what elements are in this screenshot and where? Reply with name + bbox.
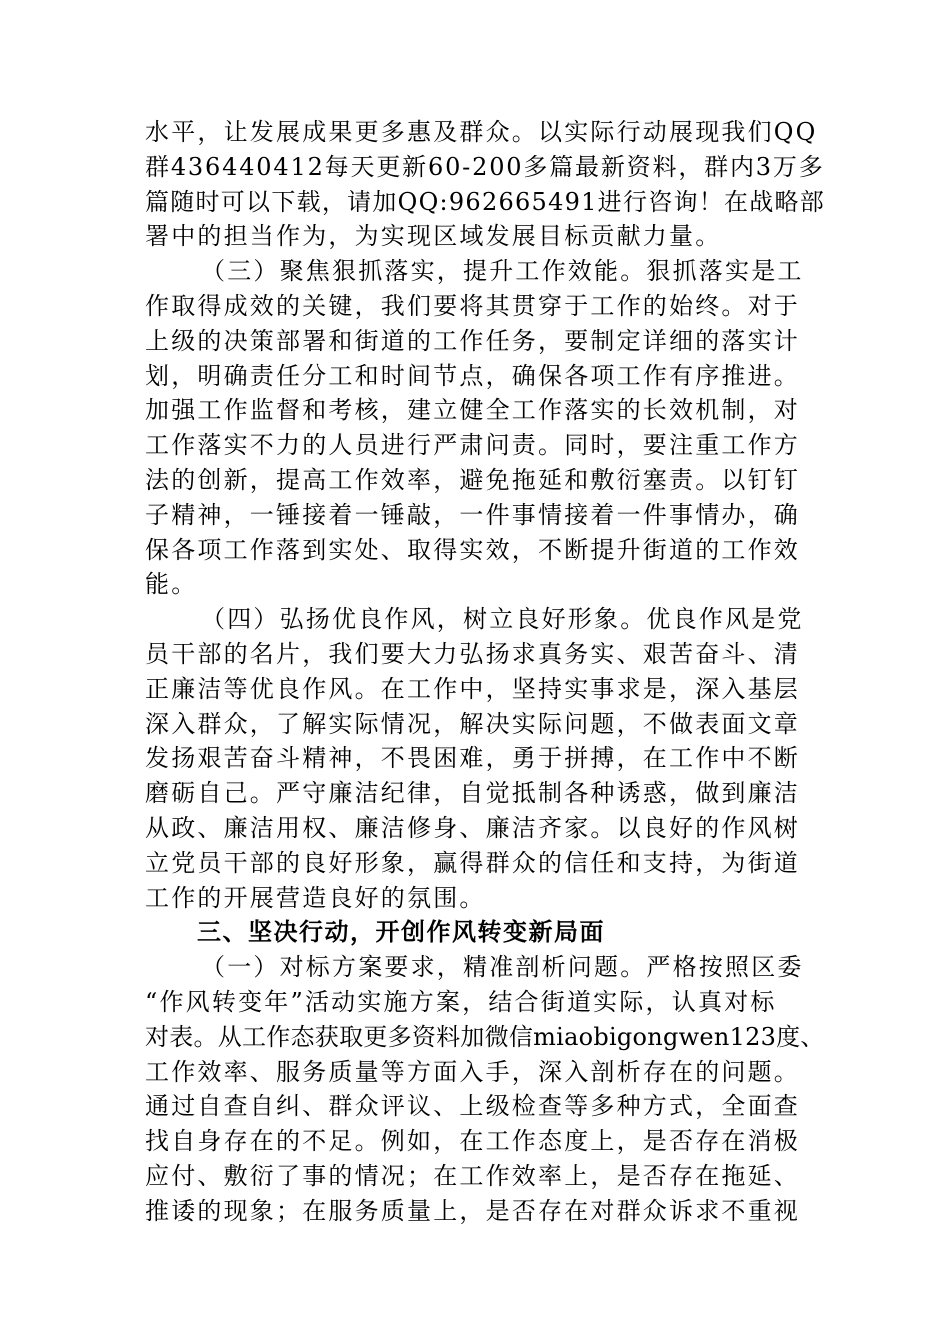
text-line: 找自身存在的不足。例如，在工作态度上，是否存在消极 — [145, 1127, 800, 1156]
text-line: 工作的开展营造良好的氛围。 — [145, 883, 486, 912]
text-line: 工作效率、服务质量等方面入手，深入剖析存在的问题。 — [145, 1057, 800, 1086]
text-line: 通过自查自纠、群众评议、上级检查等多种方式，全面查 — [145, 1092, 800, 1121]
text-line: 子精神，一锤接着一锤敲，一件事情接着一件事情办，确 — [145, 500, 800, 529]
text-line: 深入群众，了解实际情况，解决实际问题，不做表面文章 — [145, 709, 800, 738]
text-line: 保各项工作落到实处、取得实效，不断提升街道的工作效 — [145, 535, 800, 564]
text-line: 员干部的名片，我们要大力弘扬求真务实、艰苦奋斗、清 — [145, 639, 800, 668]
section-heading: 三、坚决行动，开创作风转变新局面 — [197, 918, 605, 947]
text-line: 对表。从工作态获取更多资料加微信miaobigongwen123度、 — [145, 1022, 825, 1051]
text-line: 作取得成效的关键，我们要将其贯穿于工作的始终。对于 — [145, 291, 800, 320]
text-line: 上级的决策部署和街道的工作任务，要制定详细的落实计 — [145, 326, 800, 355]
text-line: 篇随时可以下载，请加QQ:962665491进行咨询！在战略部 — [145, 187, 826, 216]
text-line: 署中的担当作为，为实现区域发展目标贡献力量。 — [145, 222, 722, 251]
text-line: 磨砺自己。严守廉洁纪律，自觉抵制各种诱惑，做到廉洁 — [145, 779, 800, 808]
text-line: 应付、敷衍了事的情况；在工作效率上，是否存在拖延、 — [145, 1161, 800, 1190]
text-line: 推诿的现象；在服务质量上，是否存在对群众诉求不重视 — [145, 1196, 800, 1225]
text-line: 工作落实不力的人员进行严肃问责。同时，要注重工作方 — [145, 431, 800, 460]
text-line: 群436440412每天更新60-200多篇最新资料，群内3万多 — [145, 152, 825, 181]
text-line: 水平，让发展成果更多惠及群众。以实际行动展现我们QQ — [145, 118, 818, 146]
text-line: 正廉洁等优良作风。在工作中，坚持实事求是，深入基层 — [145, 674, 800, 703]
text-line: 法的创新，提高工作效率，避免拖延和敷衍塞责。以钉钉 — [145, 465, 800, 494]
paragraph-start-line: （一）对标方案要求，精准剖析问题。严格按照区委 — [201, 953, 804, 982]
text-line: 能。 — [145, 570, 198, 599]
text-line: “作风转变年”活动实施方案，结合街道实际，认真对标 — [145, 987, 777, 1016]
paragraph-start-line: （四）弘扬优良作风，树立良好形象。优良作风是党 — [201, 605, 804, 634]
paragraph-start-line: （三）聚焦狠抓落实，提升工作效能。狠抓落实是工 — [201, 257, 804, 286]
text-line: 发扬艰苦奋斗精神，不畏困难，勇于拼搏，在工作中不断 — [145, 744, 800, 773]
document-body — [145, 115, 825, 1229]
text-line: 划，明确责任分工和时间节点，确保各项工作有序推进。 — [145, 361, 800, 390]
text-line: 加强工作监督和考核，建立健全工作落实的长效机制，对 — [145, 396, 800, 425]
text-line: 从政、廉洁用权、廉洁修身、廉洁齐家。以良好的作风树 — [145, 813, 800, 842]
text-line: 立党员干部的良好形象，赢得群众的信任和支持，为街道 — [145, 848, 800, 877]
